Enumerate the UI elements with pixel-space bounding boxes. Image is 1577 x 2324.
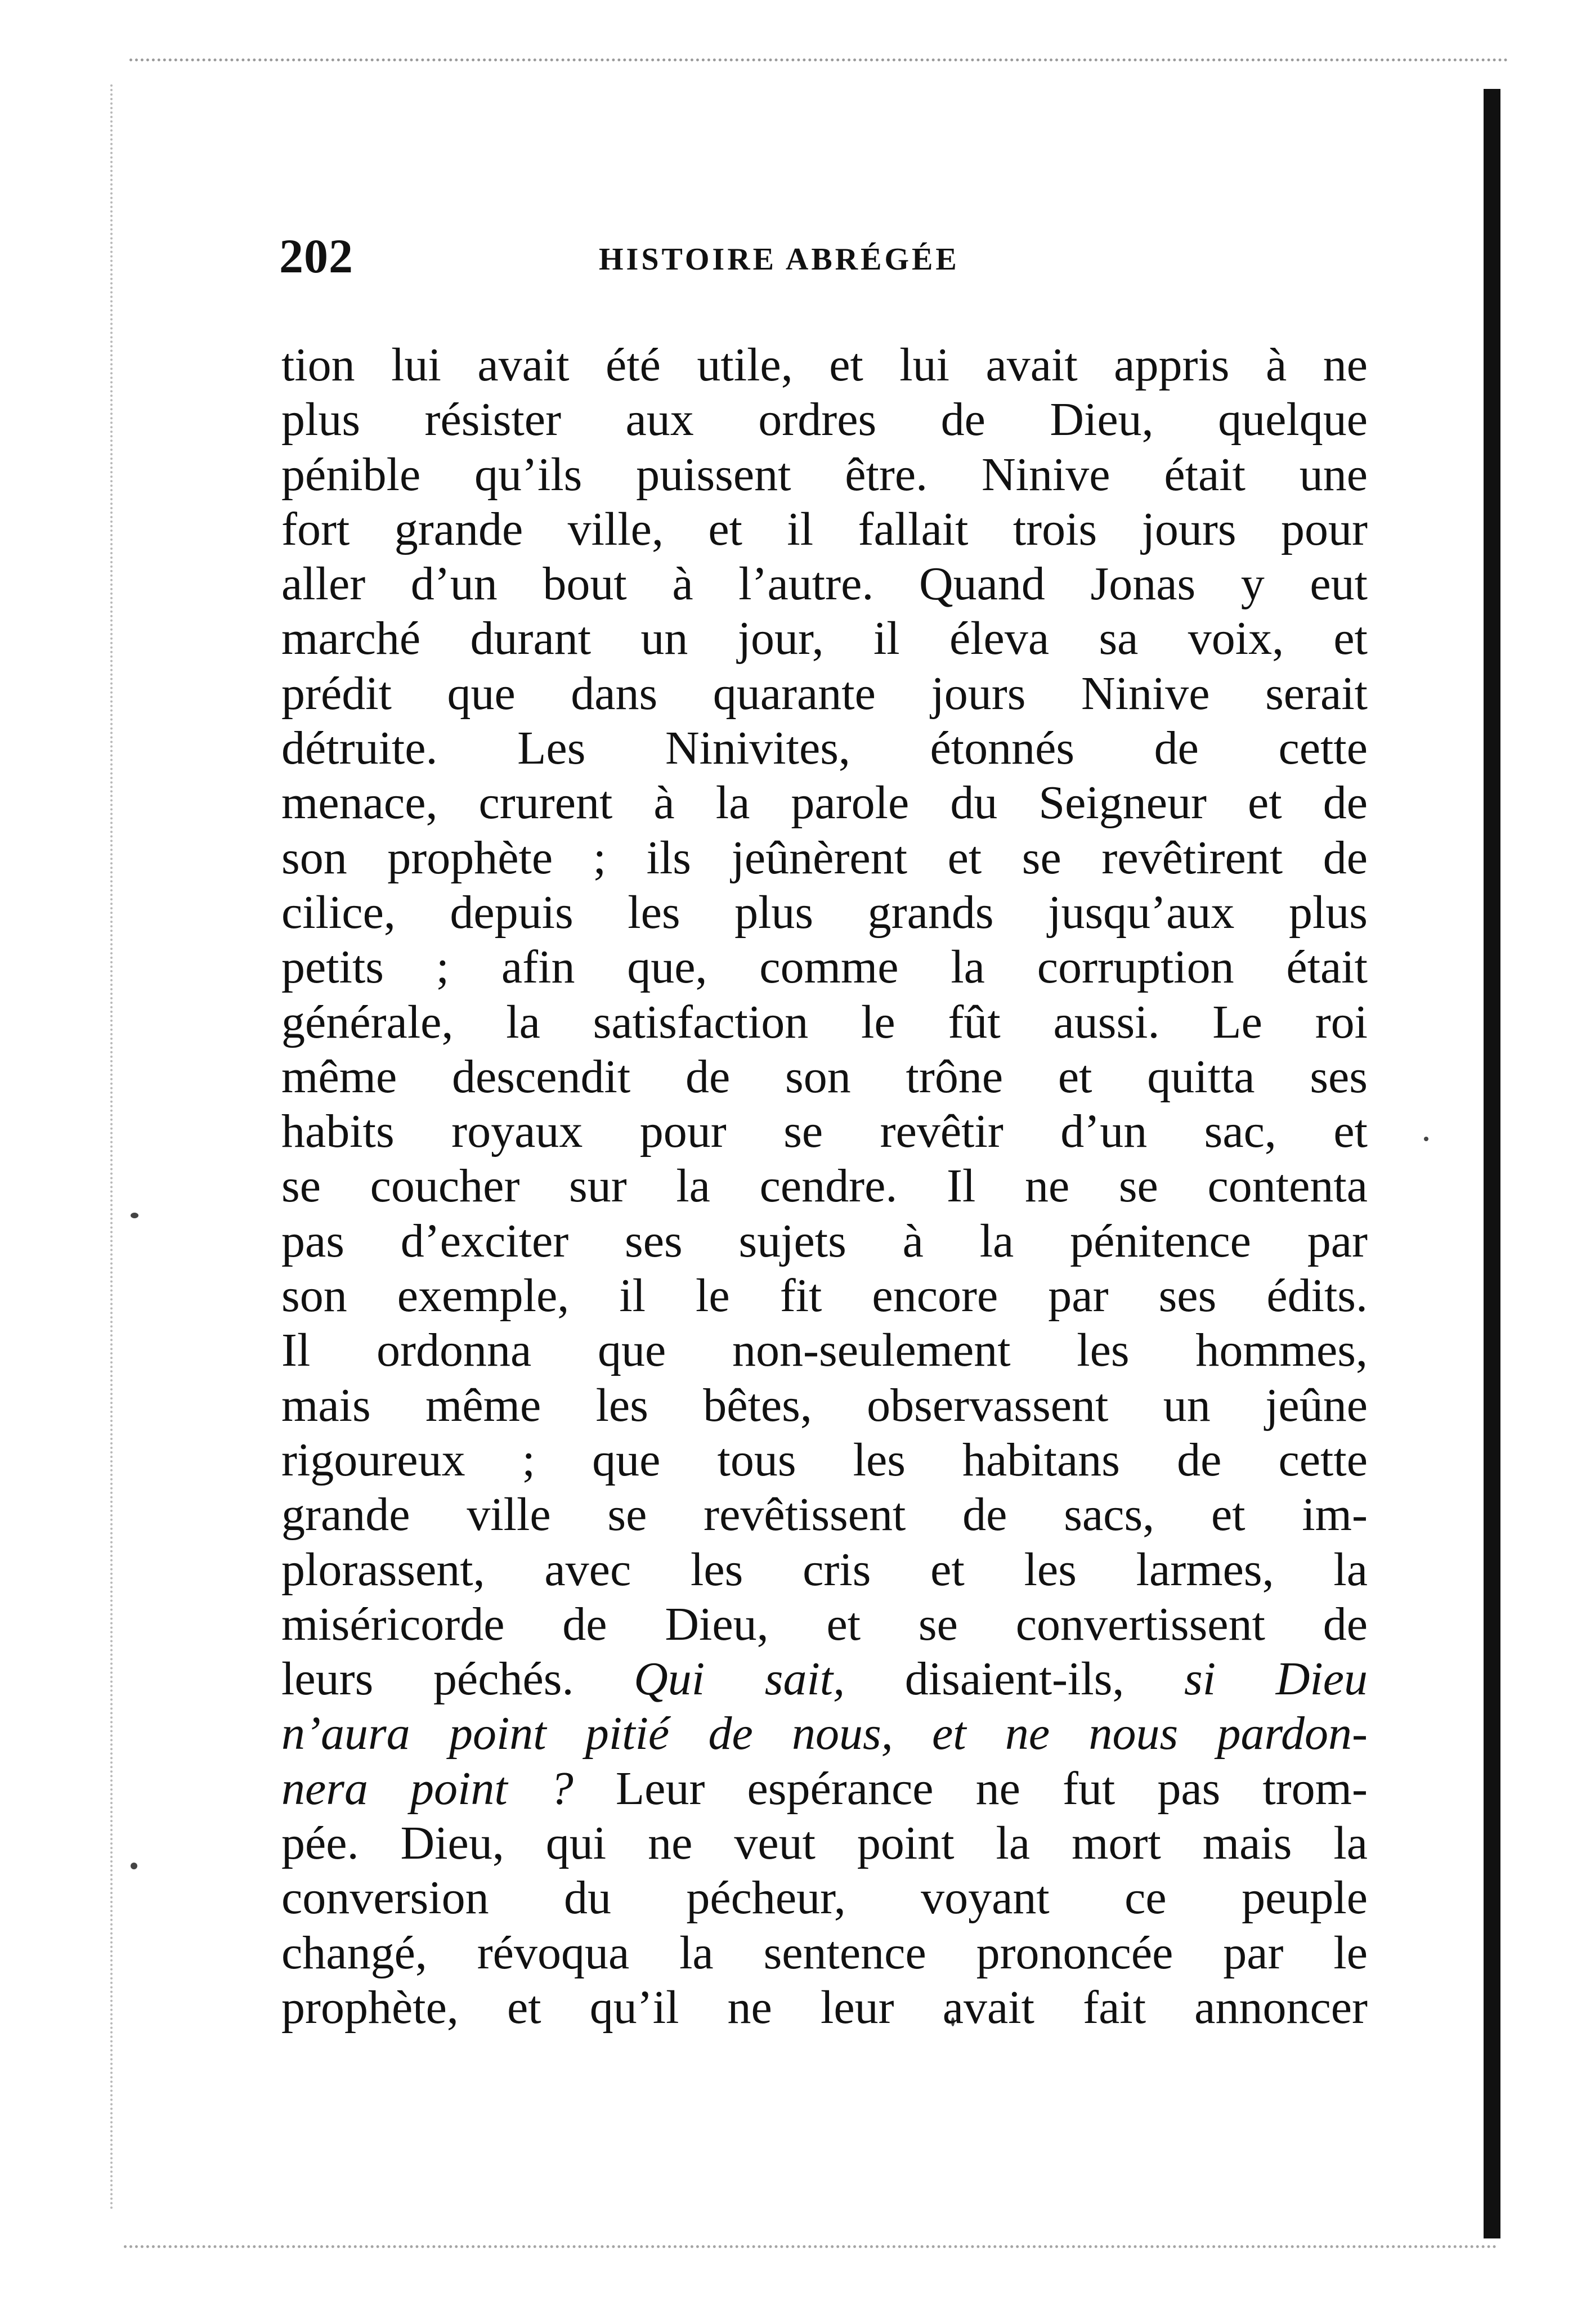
text-line: fort grande ville, et il fallait trois jours pour xyxy=(281,503,1368,555)
text-line: pée. Dieu, qui ne veut point la mort mais la xyxy=(281,1817,1368,1870)
running-title: HISTOIRE ABRÉGÉE xyxy=(599,242,960,277)
text-line: prédit que dans quarante jours Ninive serait xyxy=(281,667,1368,720)
text-line: prophète, et qu’il ne leur avait fait annoncer xyxy=(281,1981,1368,2034)
text-line: générale, la satisfaction le fût aussi. Le roi xyxy=(281,995,1368,1048)
italic-run: Qui sait, xyxy=(634,1653,845,1706)
text-line: pas d’exciter ses sujets à la pénitence par xyxy=(281,1214,1368,1267)
binding-shadow-rule xyxy=(1484,89,1500,2238)
italic-run: si Dieu xyxy=(1184,1653,1368,1706)
text-line: rigoureux ; que tous les habitans de cette xyxy=(281,1433,1368,1486)
text-line xyxy=(281,1652,1368,1706)
text-line: Il ordonna que non-seulement les hommes, xyxy=(281,1324,1368,1377)
italic-run: nera point ? xyxy=(281,1762,574,1815)
text-line: se coucher sur la cendre. Il ne se contenta xyxy=(281,1160,1368,1213)
text-line: aller d’un bout à l’autre. Quand Jonas y eut xyxy=(281,558,1368,611)
text-line xyxy=(281,1761,1368,1816)
text-line: détruite. Les Ninivites, étonnés de cette xyxy=(281,722,1368,775)
text-line: n’aura point pitié de nous, et ne nous pardon- xyxy=(281,1707,1368,1760)
text-run: Leur espérance ne fut pas trom- xyxy=(573,1762,1368,1815)
text-line: marché durant un jour, il éleva sa voix, et xyxy=(281,612,1368,665)
text-run: leurs péchés. xyxy=(281,1653,634,1706)
text-line: son prophète ; ils jeûnèrent et se revêtirent de xyxy=(281,831,1368,884)
page-top-edge xyxy=(129,59,1508,61)
text-line: changé, révoqua la sentence prononcée par le xyxy=(281,1926,1368,1979)
text-line: menace, crurent à la parole du Seigneur et de xyxy=(281,777,1368,829)
text-line: son exemple, il le fit encore par ses édits. xyxy=(281,1269,1368,1322)
text-line: plus résister aux ordres de Dieu, quelque xyxy=(281,393,1368,446)
text-line: tion lui avait été utile, et lui avait appris à ne xyxy=(281,339,1368,391)
margin-speck xyxy=(131,1213,138,1218)
text-line: grande ville se revêtissent de sacs, et im- xyxy=(281,1488,1368,1541)
text-line: plorassent, avec les cris et les larmes, la xyxy=(281,1543,1368,1596)
text-line: pénible qu’ils puissent être. Ninive était une xyxy=(281,448,1368,501)
text-line: cilice, depuis les plus grands jusqu’aux plus xyxy=(281,886,1368,939)
text-line: habits royaux pour se revêtir d’un sac, et xyxy=(281,1105,1368,1158)
running-header xyxy=(279,228,1157,290)
text-line: conversion du pécheur, voyant ce peuple xyxy=(281,1872,1368,1924)
page-left-edge xyxy=(110,84,113,2211)
body-text xyxy=(281,338,1368,2035)
text-run: disaient-ils, xyxy=(845,1653,1185,1706)
margin-speck xyxy=(1424,1137,1428,1141)
page-bottom-edge xyxy=(124,2245,1497,2248)
text-line: mais même les bêtes, observassent un jeûne xyxy=(281,1379,1368,1432)
text-line: petits ; afin que, comme la corruption était xyxy=(281,941,1368,994)
text-line: miséricorde de Dieu, et se convertissent de xyxy=(281,1598,1368,1650)
text-line: même descendit de son trône et quitta ses xyxy=(281,1050,1368,1103)
page-number: 202 xyxy=(279,229,353,283)
margin-speck xyxy=(131,1863,137,1869)
